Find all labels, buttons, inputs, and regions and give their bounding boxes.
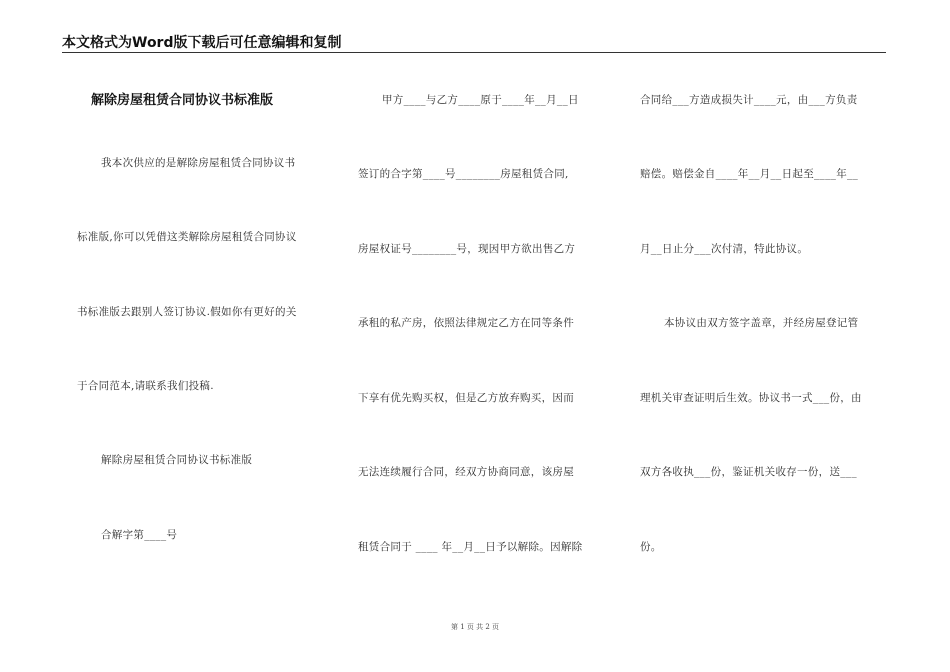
paragraph-line: 本协议由双方签字盖章，并经房屋登记管 — [664, 317, 859, 329]
paragraph-line: 我本次供应的是解除房屋租赁合同协议书 — [101, 157, 296, 169]
paragraph-line: 签订的合字第____号________房屋租赁合同, — [358, 168, 569, 180]
paragraph-line: 甲方____与乙方____原于____年__月__日 — [382, 94, 579, 106]
paragraph-line: 标准版,你可以凭借这类解除房屋租赁合同协议 — [77, 231, 297, 243]
paragraph-line: 房屋权证号________号，现因甲方欲出售乙方 — [358, 243, 576, 255]
paragraph-line: 承租的私产房，依照法律规定乙方在同等条件 — [358, 317, 574, 329]
document-title: 解除房屋租赁合同协议书标准版 — [91, 93, 274, 108]
paragraph-line: 租赁合同于 ____ 年__月__日予以解除。因解除 — [358, 541, 583, 553]
paragraph-line: 下享有优先购买权，但是乙方放弃购买，因而 — [358, 392, 574, 404]
paragraph-line: 合同给___方造成损失计____元，由___方负责 — [640, 94, 858, 106]
header-title: 本文格式为Word版下载后可任意编辑和复制 — [62, 35, 342, 51]
paragraph-line: 无法连续履行合同，经双方协商同意，该房屋 — [358, 466, 574, 478]
paragraph-line: 书标准版去跟别人签订协议.假如你有更好的关 — [77, 306, 297, 318]
paragraph-line: 赔偿。赔偿金自____年__月__日起至____年__ — [640, 168, 859, 180]
page-number: 第 1 页 共 2 页 — [450, 623, 500, 631]
paragraph-line: 双方各收执___份，鉴证机关收存一份，送___ — [640, 466, 857, 478]
paragraph-line: 解除房屋租赁合同协议书标准版 — [101, 454, 253, 466]
paragraph-line: 份。 — [640, 541, 662, 553]
header-divider — [62, 52, 886, 53]
paragraph-line: 月__日止分___次付清，特此协议。 — [640, 243, 809, 255]
paragraph-line: 理机关审查证明后生效。协议书一式___份，由 — [640, 392, 862, 404]
paragraph-line: 于合同范本,请联系我们投稿. — [77, 380, 214, 392]
paragraph-line: 合解字第____号 — [101, 529, 178, 541]
